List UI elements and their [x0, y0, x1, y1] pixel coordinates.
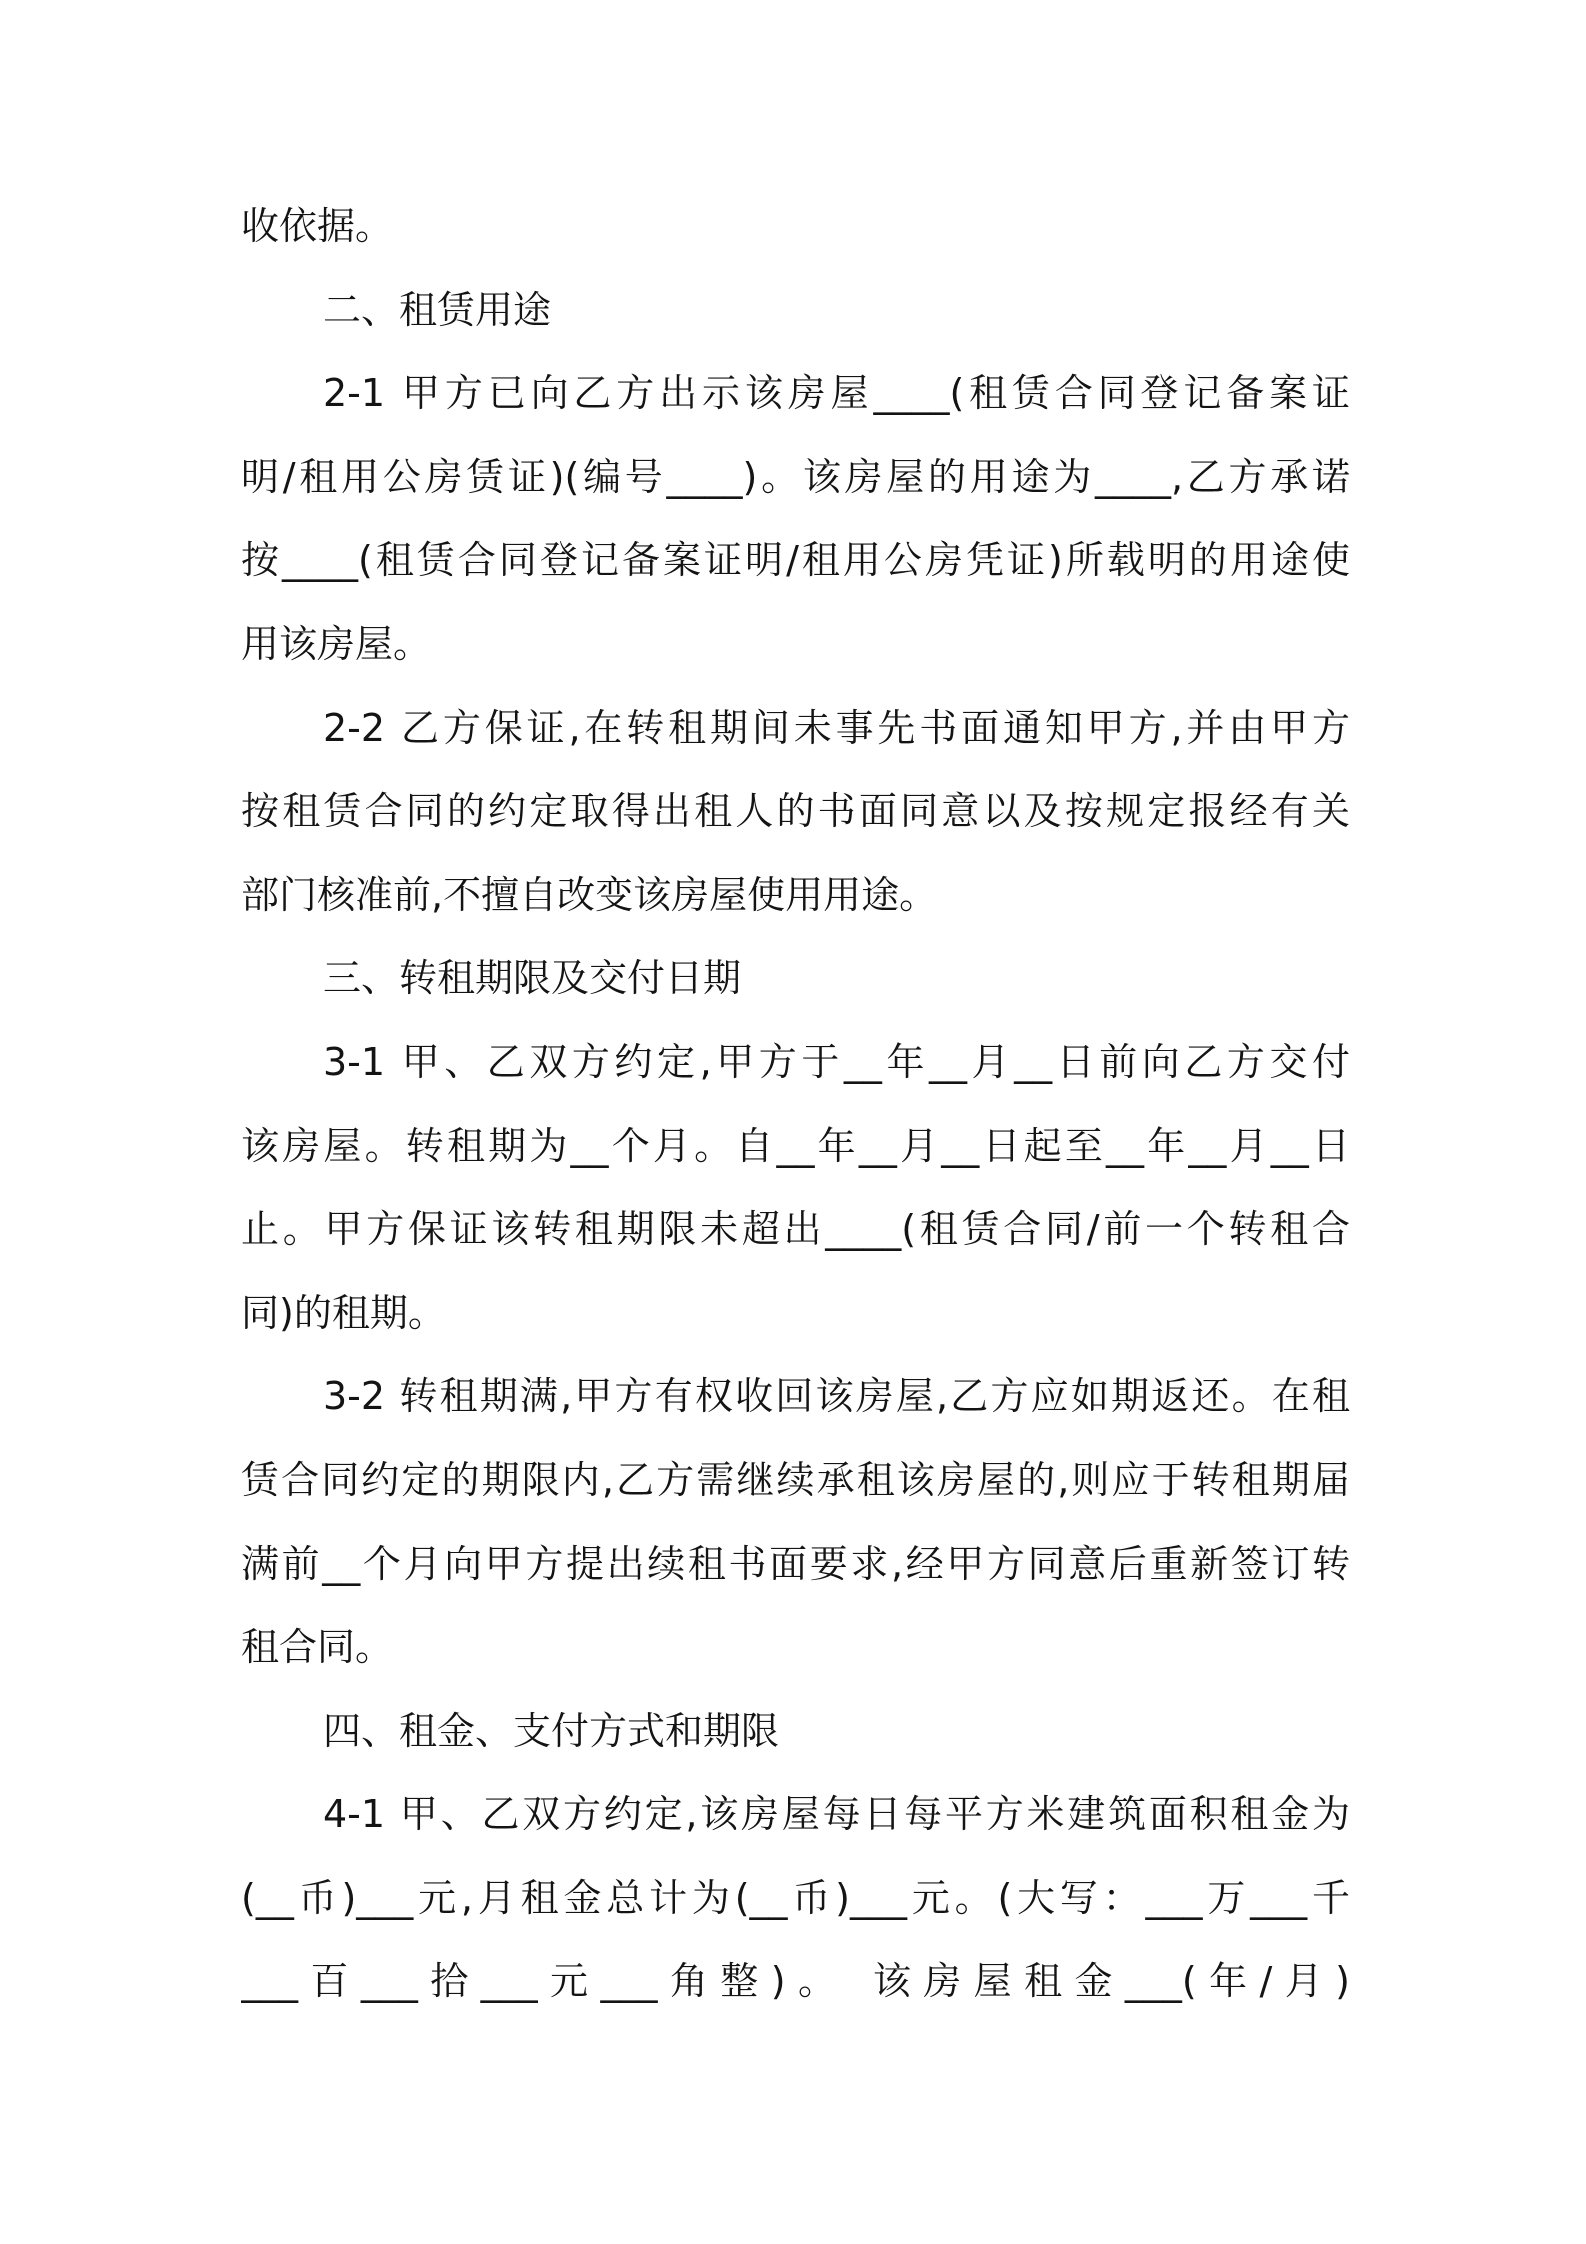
document-page: [241, 185, 1350, 2024]
text-line: 按租赁合同的约定取得出租人的书面同意以及按规定报经有关: [241, 789, 1350, 834]
section-heading: [241, 269, 1350, 353]
text-line: (__币)___元,月租金总计为(__币)___元。(大写：___万___千: [241, 1875, 1350, 1920]
text-line: 4-1 甲、乙双方约定,该房屋每日每平方米建筑面积租金为: [323, 1792, 1350, 1837]
text-line: 该房屋。转租期为__个月。自__年__月__日起至__年__月__日: [241, 1123, 1350, 1168]
text-line: 3-1 甲、乙双方约定,甲方于__年__月__日前向乙方交付: [323, 1039, 1350, 1084]
text-line: 明/租用公房赁证)(编号____)。该房屋的用途为____,乙方承诺: [241, 454, 1350, 499]
text-line: 部门核准前,不擅自改变该房屋使用用途。: [241, 872, 938, 917]
text-line: 四、租金、支付方式和期限: [323, 1708, 780, 1753]
text-line: 满前__个月向甲方提出续租书面要求,经甲方同意后重新签订转: [241, 1541, 1350, 1586]
text-line: 赁合同约定的期限内,乙方需继续承租该房屋的,则应于转租期届: [241, 1457, 1350, 1502]
text-line: 三、转租期限及交付日期: [323, 956, 742, 1001]
text-line: 用该房屋。: [241, 621, 432, 666]
text-line: ___百___拾___元___角整)。 该房屋租金___(年/月): [241, 1959, 1350, 2004]
section-heading: [241, 1690, 1350, 1774]
text-line: 止。甲方保证该转租期限未超出____(租赁合同/前一个转租合: [241, 1207, 1350, 1252]
clause-paragraph: [241, 687, 1350, 938]
clause-paragraph: [241, 1021, 1350, 1355]
section-heading: [241, 937, 1350, 1021]
text-line: 按____(租赁合同登记备案证明/租用公房凭证)所载明的用途使: [241, 538, 1350, 583]
text-line: 收依据。: [241, 204, 394, 248]
text-line: 二、租赁用途: [323, 287, 552, 332]
text-line: 同)的租期。: [241, 1290, 446, 1335]
clause-paragraph: [241, 1773, 1350, 2024]
paragraph: [241, 185, 1350, 269]
text-line: 租合同。: [241, 1625, 394, 1670]
text-line: 3-2 转租期满,甲方有权收回该房屋,乙方应如期返还。在租: [323, 1374, 1350, 1419]
text-line: 2-1 甲方已向乙方出示该房屋____(租赁合同登记备案证: [323, 371, 1350, 416]
text-line: 2-2 乙方保证,在转租期间未事先书面通知甲方,并由甲方: [323, 705, 1350, 750]
clause-paragraph: [241, 352, 1350, 686]
clause-paragraph: [241, 1355, 1350, 1689]
